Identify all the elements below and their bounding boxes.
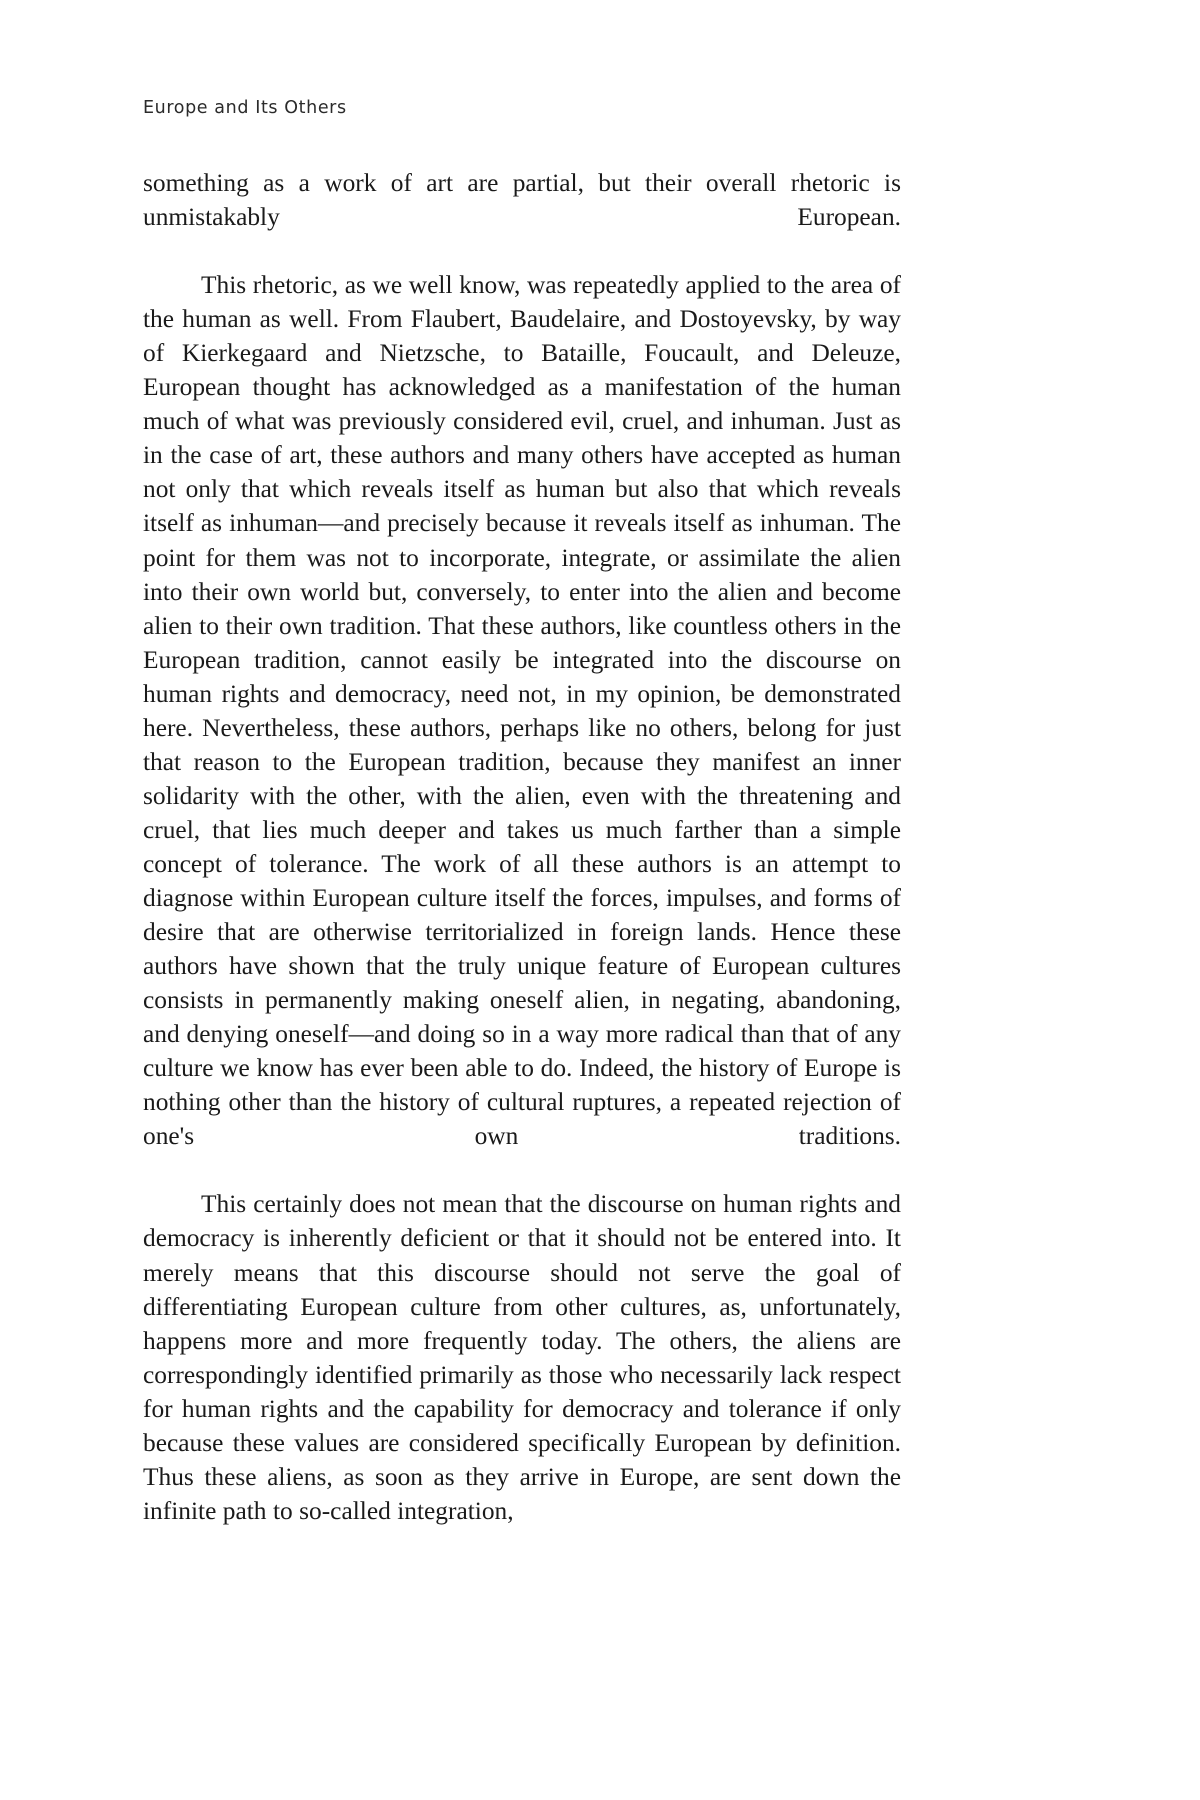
paragraph: This rhetoric, as we well know, was repeatedly applied to the area of the human as well. From Flaubert, Baudelaire, and Dostoyevsky, by way of Kierkegaard and Nietzsche, to Bataille, Foucault, and Deleuze, European thought has acknowledged as a manifestation of the human much of what was previously considered evil, cruel, and inhuman. Just as in the case of art, these authors and many others have accepted as human not only that which reveals itself as human but also that which reveals itself as inhuman—and precisely because it reveals itself as inhuman. The point for them was not to incorporate, integrate, or assimilate the alien into their own world but, conversely, to enter into the alien and become alien to their own tradition. That these authors, like countless others in the European tradition, cannot easily be integrated into the discourse on human rights and democracy, need not, in my opinion, be demonstrated here. Nevertheless, these authors, perhaps like no others, belong for just that reason to the European tradition, because they manifest an inner solidarity with the other, with the alien, even with the threatening and cruel, that lies much deeper and takes us much farther than a simple concept of tolerance. The work of all these authors is an attempt to diagnose within European culture itself the forces, impulses, and forms of desire that are otherwise territorialized in foreign lands. Hence these authors have shown that the truly unique feature of European cultures consists in permanently making oneself alien, in negating, abandoning, and denying oneself—and doing so in a way more radical than that of any culture we know has ever been able to do. Indeed, the history of Europe is nothing other than the history of cultural ruptures, a repeated rejection of one's own traditions.	[143, 271, 901, 1151]
paragraph: This certainly does not mean that the discourse on human rights and democracy is inherently deficient or that it should not be entered into. It merely means that this discourse should not serve the goal of differentiating European culture from other cultures, as, unfortunately, happens more and more frequently today. The others, the aliens are correspondingly identified primarily as those who necessarily lack respect for human rights and the capability for democracy and tolerance if only because these values are considered specifically European by definition. Thus these aliens, as soon as they arrive in Europe, are sent down the infinite path to so-called integration,	[143, 1190, 901, 1525]
paragraph: something as a work of art are partial, but their overall rhetoric is unmistakably European.	[143, 169, 901, 232]
running-head: Europe and Its Others	[143, 98, 347, 118]
body-text-block	[143, 166, 901, 1528]
